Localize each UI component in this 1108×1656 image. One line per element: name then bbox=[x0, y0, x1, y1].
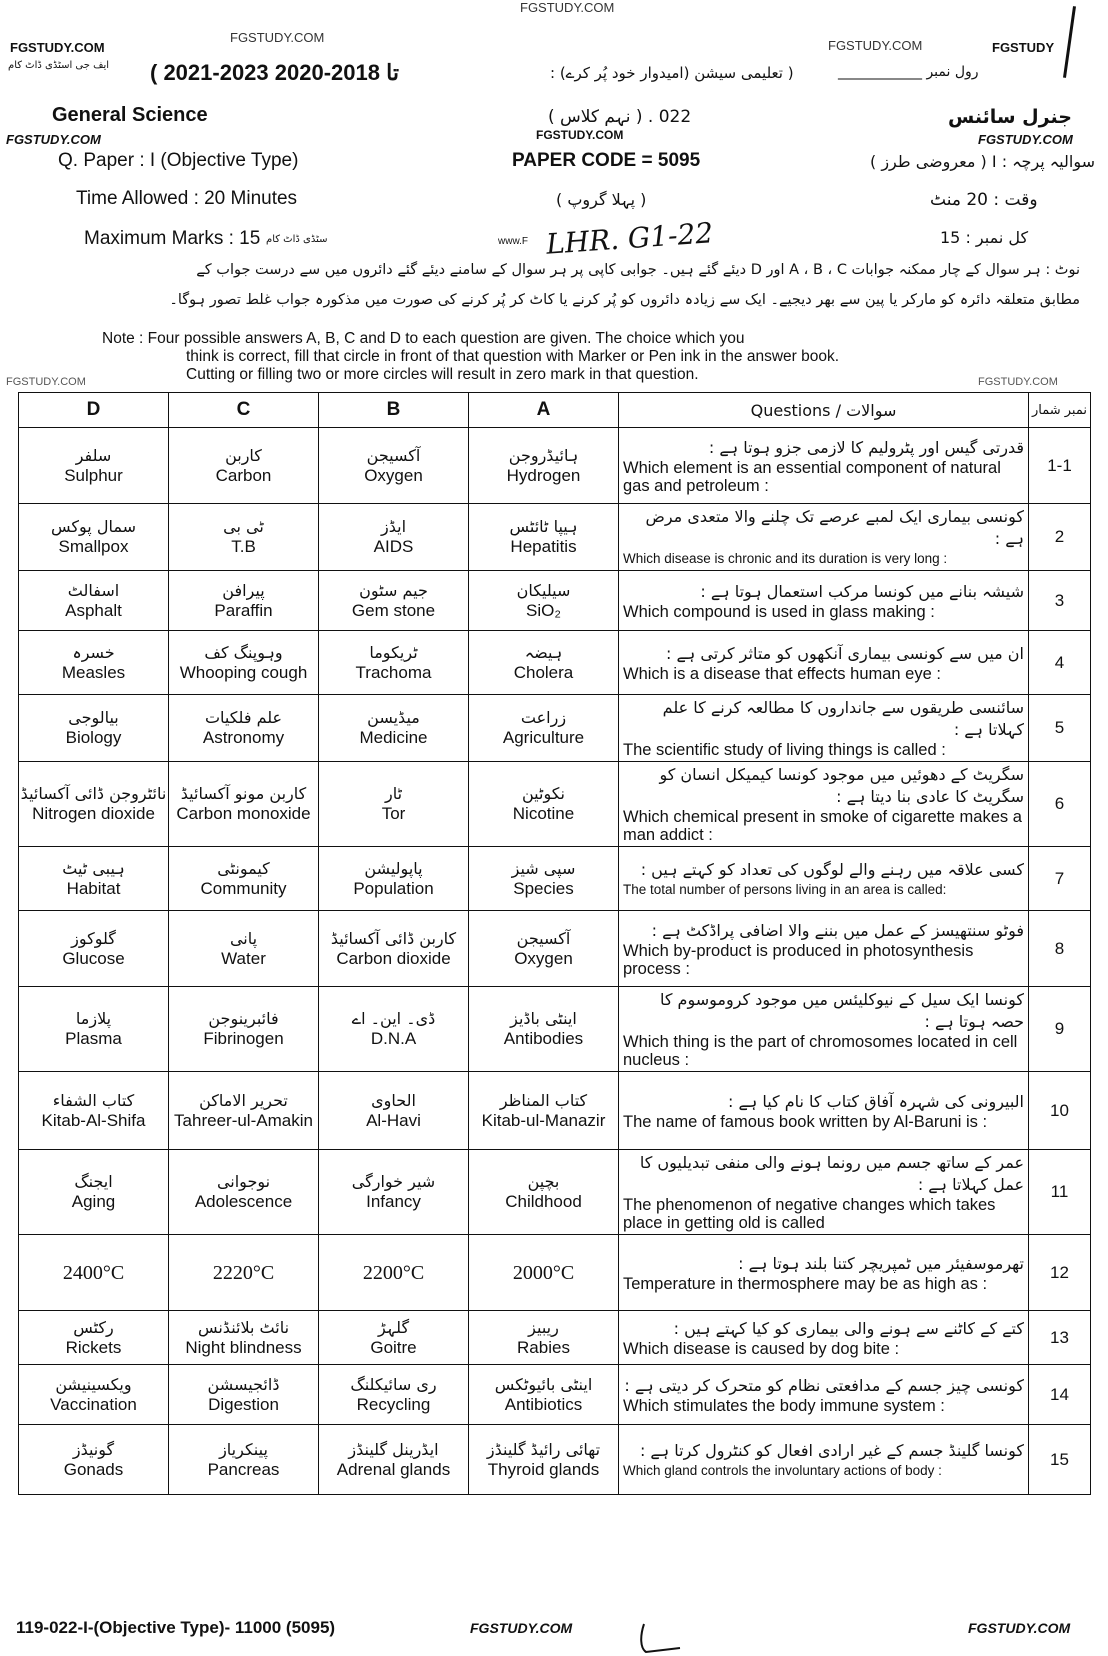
option-b-urdu: کاربن ڈائی آکسائیڈ bbox=[330, 928, 457, 948]
table-row bbox=[19, 1150, 1091, 1235]
table-row bbox=[19, 571, 1091, 631]
option-d-english: Rickets bbox=[65, 1337, 122, 1357]
option-b bbox=[319, 1235, 469, 1311]
option-d bbox=[19, 631, 169, 695]
question-english: Which stimulates the body immune system : bbox=[623, 1396, 945, 1415]
header-a: A bbox=[469, 393, 619, 428]
table-row bbox=[19, 504, 1091, 571]
option-b-english: Al-Havi bbox=[366, 1110, 421, 1130]
option-a-urdu: تھائی رائیڈ گلینڈز bbox=[486, 1439, 601, 1459]
table-row bbox=[19, 428, 1091, 504]
question-urdu: عمر کے ساتھ جسم میں رونما ہونے والی منفی تبدیلیوں کا عمل کہلاتا ہے : bbox=[639, 1153, 1024, 1194]
group: ( پہلا گروپ ) bbox=[556, 190, 647, 209]
option-a-urdu: اینٹی بائیوٹکس bbox=[494, 1374, 593, 1394]
option-a-english: Nicotine bbox=[512, 804, 575, 823]
question-cell bbox=[619, 987, 1029, 1072]
option-c bbox=[169, 1235, 319, 1311]
questions-table bbox=[18, 392, 1091, 1495]
option-c-urdu: کاربن bbox=[225, 445, 262, 465]
question-english: Which is a disease that effects human eye : bbox=[623, 664, 941, 683]
note-en-1: Note : Four possible answers A, B, C and D to each question are given. The choice which you bbox=[102, 330, 745, 347]
option-d-urdu: ایجنگ bbox=[74, 1172, 113, 1191]
table-row bbox=[19, 847, 1091, 911]
option-a-urdu: ریبیز bbox=[528, 1317, 559, 1337]
question-urdu: فوٹو سنتھیسز کے عمل میں بننے والا اضافی پراڈکٹ ہے : bbox=[651, 920, 1024, 940]
option-a-urdu: کتاب المناظر bbox=[499, 1090, 588, 1110]
header-d: D bbox=[19, 393, 169, 428]
question-urdu: شیشہ بنانے میں کونسا مرکب استعمال ہوتا ہے : bbox=[700, 581, 1024, 601]
question-english: Which thing is the part of chromosomes located in cell nucleus : bbox=[623, 1033, 1018, 1069]
option-a-urdu: ہائیڈروجن bbox=[508, 445, 579, 465]
question-number: 4 bbox=[1029, 631, 1091, 695]
table-header-row bbox=[19, 393, 1091, 428]
option-c-english: Digestion bbox=[208, 1394, 279, 1414]
question-cell bbox=[619, 1072, 1029, 1150]
question-english: The scientific study of living things is called : bbox=[623, 741, 946, 759]
question-number: 2 bbox=[1029, 504, 1091, 571]
question-cell bbox=[619, 911, 1029, 987]
option-b-english: Medicine bbox=[359, 728, 428, 747]
option-d bbox=[19, 695, 169, 762]
question-number: 8 bbox=[1029, 911, 1091, 987]
option-b-english: Trachoma bbox=[355, 662, 432, 682]
time-allowed: Time Allowed : 20 Minutes bbox=[76, 188, 298, 209]
question-english: Which element is an essential component of natural gas and petroleum : bbox=[623, 458, 1001, 495]
option-c bbox=[169, 504, 319, 571]
option-c-english: Astronomy bbox=[202, 728, 285, 747]
question-number: 1-1 bbox=[1029, 428, 1091, 504]
table-row bbox=[19, 987, 1091, 1072]
table-row bbox=[19, 762, 1091, 847]
paper-type-urdu: سوالیہ پرچہ : I ( معروضی طرز ) bbox=[870, 152, 1095, 171]
option-b-english: Recycling bbox=[356, 1394, 431, 1414]
watermark: www.F bbox=[498, 236, 528, 247]
header-questions: Questions / سوالات bbox=[619, 393, 1029, 428]
option-a bbox=[469, 1150, 619, 1235]
question-urdu: تھرموسفیئر میں ٹمپریچر کتنا بلند ہوتا ہے : bbox=[738, 1253, 1024, 1273]
option-c bbox=[169, 695, 319, 762]
option-d-english: Kitab-Al-Shifa bbox=[41, 1110, 146, 1130]
watermark: FGSTUDY.COM bbox=[978, 132, 1073, 147]
option-d bbox=[19, 1072, 169, 1150]
option-c bbox=[169, 631, 319, 695]
option-a-urdu: زراعت bbox=[520, 708, 567, 727]
option-a bbox=[469, 504, 619, 571]
option-d bbox=[19, 1150, 169, 1235]
watermark: FGSTUDY.COM bbox=[6, 376, 86, 388]
option-d-english: Sulphur bbox=[64, 465, 123, 485]
table-row bbox=[19, 1425, 1091, 1495]
option-d bbox=[19, 571, 169, 631]
question-urdu: کونسا گلینڈ جسم کے غیر ارادی افعال کو کنٹرول کرتا ہے : bbox=[639, 1440, 1024, 1460]
option-b-english: 2200°C bbox=[362, 1261, 425, 1284]
option-b bbox=[319, 695, 469, 762]
question-english: Which compound is used in glass making : bbox=[623, 602, 935, 621]
question-urdu: البیرونی کی شہرہ آفاق کتاب کا نام کیا ہے : bbox=[728, 1091, 1024, 1111]
table-row bbox=[19, 631, 1091, 695]
question-cell bbox=[619, 762, 1029, 847]
option-b bbox=[319, 1311, 469, 1365]
option-a bbox=[469, 428, 619, 504]
option-b-urdu: ڈی۔ این۔ اے bbox=[351, 1009, 436, 1028]
note-en-3: Cutting or filling two or more circles will result in zero mark in that question. bbox=[186, 366, 699, 383]
question-cell bbox=[619, 571, 1029, 631]
watermark-urdu: سٹڈی ڈاٹ کام bbox=[266, 234, 328, 245]
option-a-english: Hydrogen bbox=[506, 465, 581, 485]
option-c-urdu: فائبرینوجن bbox=[208, 1009, 279, 1028]
option-a bbox=[469, 1072, 619, 1150]
option-b-urdu: شیر خوارگی bbox=[351, 1172, 436, 1191]
option-a bbox=[469, 1425, 619, 1495]
option-a-urdu: ہیپا ٹائٹس bbox=[509, 517, 578, 536]
option-a bbox=[469, 571, 619, 631]
title-urdu: جنرل سائنس bbox=[948, 106, 1072, 128]
option-b bbox=[319, 987, 469, 1072]
question-cell bbox=[619, 847, 1029, 911]
option-c bbox=[169, 1311, 319, 1365]
option-a-english: Cholera bbox=[513, 662, 574, 682]
question-number: 6 bbox=[1029, 762, 1091, 847]
option-c bbox=[169, 911, 319, 987]
question-english: Which disease is caused by dog bite : bbox=[623, 1339, 900, 1358]
option-b-urdu: پاپولیشن bbox=[364, 858, 423, 878]
table-row bbox=[19, 1072, 1091, 1150]
question-urdu: سائنسی طریقوں سے جانداروں کا مطالعہ کرنے کا علم کہلاتا ہے : bbox=[662, 698, 1024, 739]
option-b-english: Gem stone bbox=[351, 600, 436, 620]
option-d bbox=[19, 504, 169, 571]
option-b-english: Goitre bbox=[370, 1337, 417, 1357]
option-c-urdu: پیرافن bbox=[222, 580, 265, 600]
option-d-urdu: ویکسینیشن bbox=[55, 1374, 132, 1394]
table-row bbox=[19, 1235, 1091, 1311]
note-urdu-2: مطابق متعلقہ دائرہ کو مارکر یا پین سے بھر دیجیے۔ ایک سے زیادہ دائروں کو پُر کرنے یا کاٹ کر پُر کرنے کی صورت میں مذکورہ جواب غلط تصور ہوگا۔ bbox=[169, 292, 1080, 308]
option-b-urdu: گلہڑ bbox=[377, 1317, 410, 1337]
option-d-urdu: پلازما bbox=[75, 1009, 112, 1028]
option-a-english: Kitab-ul-Manazir bbox=[481, 1110, 606, 1130]
option-d-urdu: بیالوجی bbox=[68, 708, 119, 727]
option-b bbox=[319, 847, 469, 911]
option-b bbox=[319, 762, 469, 847]
title-en: General Science bbox=[52, 104, 208, 126]
option-b-english: Carbon dioxide bbox=[336, 948, 451, 968]
roll-number: رول نمبر ____________ bbox=[838, 64, 979, 80]
option-a bbox=[469, 695, 619, 762]
header-c: C bbox=[169, 393, 319, 428]
option-b bbox=[319, 1150, 469, 1235]
option-d-english: Glucose bbox=[62, 948, 125, 968]
option-c bbox=[169, 1365, 319, 1425]
question-number: 15 bbox=[1029, 1425, 1091, 1495]
option-a-english: Oxygen bbox=[514, 948, 573, 968]
option-b bbox=[319, 631, 469, 695]
option-c-english: Water bbox=[221, 948, 266, 968]
footer-site-left: FGSTUDY.COM bbox=[470, 1620, 573, 1636]
option-c-urdu: کاربن مونو آکسائیڈ bbox=[180, 784, 307, 803]
option-c bbox=[169, 1425, 319, 1495]
question-cell bbox=[619, 695, 1029, 762]
option-c-urdu: نائٹ بلائنڈنس bbox=[197, 1317, 290, 1337]
option-a-english: Agriculture bbox=[502, 728, 585, 747]
option-b-urdu: آکسیجن bbox=[366, 445, 421, 465]
option-c-english: Carbon bbox=[215, 465, 272, 485]
option-c bbox=[169, 1072, 319, 1150]
option-d-english: Biology bbox=[65, 728, 122, 747]
option-d-english: 2400°C bbox=[62, 1261, 125, 1284]
option-c-english: T.B bbox=[231, 537, 256, 556]
pen-mark bbox=[636, 1622, 686, 1656]
question-english: Which gland controls the involuntary actions of body : bbox=[623, 1462, 942, 1478]
option-b-english: Population bbox=[353, 878, 434, 898]
option-b-english: AIDS bbox=[373, 537, 414, 556]
option-b bbox=[319, 1425, 469, 1495]
option-a-english: Antibodies bbox=[503, 1029, 584, 1048]
option-a bbox=[469, 631, 619, 695]
option-c-urdu: ڈائجیسشن bbox=[207, 1374, 280, 1394]
option-d bbox=[19, 762, 169, 847]
handwritten-code: LHR. G1-22 bbox=[545, 216, 715, 261]
time-urdu: وقت : 20 منٹ bbox=[930, 190, 1038, 210]
option-b-urdu: ٹار bbox=[384, 784, 403, 803]
watermark: FGSTUDY bbox=[992, 40, 1055, 55]
option-d-urdu: کتاب الشفاء bbox=[52, 1090, 135, 1110]
option-d bbox=[19, 428, 169, 504]
option-a-urdu: سپی شیز bbox=[511, 858, 576, 878]
option-b-urdu: میڈیسن bbox=[367, 708, 420, 727]
option-d bbox=[19, 1235, 169, 1311]
option-d bbox=[19, 1311, 169, 1365]
option-c bbox=[169, 987, 319, 1072]
option-d-english: Smallpox bbox=[58, 537, 129, 556]
note-en-2: think is correct, fill that circle in front of that question with Marker or Pen ink in the answer book. bbox=[186, 348, 840, 365]
footer-site-right: FGSTUDY.COM bbox=[968, 1620, 1071, 1636]
question-urdu: ان میں سے کونسی بیماری آنکھوں کو متاثر کرتی ہے : bbox=[666, 643, 1024, 663]
option-d-english: Gonads bbox=[63, 1459, 124, 1479]
option-a bbox=[469, 987, 619, 1072]
option-b-english: D.N.A bbox=[370, 1029, 417, 1048]
option-b bbox=[319, 1072, 469, 1150]
question-cell bbox=[619, 631, 1029, 695]
note-urdu-1: نوٹ : ہر سوال کے چار ممکنہ جوابات A ، B ، C اور D دیئے گئے ہیں۔ جوابی کاپی پر ہر سوال کے سامنے دیئے گئے دائروں میں سے درست جواب کے bbox=[196, 262, 1080, 278]
watermark: FGSTUDY.COM bbox=[828, 38, 923, 53]
option-c-urdu: نوجوانی bbox=[216, 1172, 271, 1191]
option-a-english: 2000°C bbox=[512, 1261, 575, 1284]
option-b bbox=[319, 1365, 469, 1425]
question-number: 5 bbox=[1029, 695, 1091, 762]
option-c-urdu: ٹی بی bbox=[223, 517, 264, 536]
question-english: Temperature in thermosphere may be as high as : bbox=[623, 1274, 988, 1293]
option-c-urdu: علم فلکیات bbox=[204, 708, 283, 727]
question-urdu: کسی علاقہ میں رہنے والے لوگوں کی تعداد کو کہتے ہیں : bbox=[640, 859, 1024, 879]
option-a bbox=[469, 911, 619, 987]
watermark: FGSTUDY.COM bbox=[978, 376, 1058, 388]
watermark-top: FGSTUDY.COM bbox=[520, 0, 615, 15]
option-c-english: Carbon monoxide bbox=[176, 804, 311, 823]
option-c-english: Night blindness bbox=[185, 1337, 302, 1357]
option-d-english: Habitat bbox=[66, 878, 121, 898]
option-c-english: Fibrinogen bbox=[203, 1029, 284, 1048]
question-english: The phenomenon of negative changes which takes place in getting old is called bbox=[623, 1196, 996, 1232]
paper-type: Q. Paper : I (Objective Type) bbox=[58, 150, 299, 171]
option-b-english: Adrenal glands bbox=[336, 1459, 451, 1479]
option-b bbox=[319, 911, 469, 987]
option-b-english: Infancy bbox=[366, 1192, 421, 1211]
watermark: FGSTUDY.COM bbox=[6, 132, 101, 147]
option-d-urdu: نائٹروجن ڈائی آکسائیڈ bbox=[20, 784, 167, 803]
option-a bbox=[469, 847, 619, 911]
option-d bbox=[19, 1365, 169, 1425]
option-b-urdu: جیم سٹون bbox=[359, 580, 428, 600]
option-a-english: Antibiotics bbox=[504, 1394, 583, 1414]
option-a-urdu: بچپن bbox=[527, 1172, 560, 1191]
option-a-english: Rabies bbox=[517, 1337, 570, 1357]
question-cell bbox=[619, 1311, 1029, 1365]
option-d-english: Measles bbox=[61, 662, 126, 682]
option-c-urdu: کیمونٹی bbox=[217, 858, 270, 878]
option-c-english: Pancreas bbox=[207, 1459, 280, 1479]
session-urdu: ( تعلیمی سیشن (امیدوار خود پُر کرے) : bbox=[550, 64, 794, 82]
option-b bbox=[319, 428, 469, 504]
question-number: 7 bbox=[1029, 847, 1091, 911]
option-b bbox=[319, 504, 469, 571]
option-a-english: Thyroid glands bbox=[487, 1459, 600, 1479]
option-c-english: Tahreer-ul-Amakin bbox=[174, 1110, 313, 1130]
question-urdu: کونسی چیز جسم کے مدافعتی نظام کو متحرک کر دیتی ہے : bbox=[624, 1375, 1024, 1395]
option-d-urdu: سلفر bbox=[75, 445, 112, 465]
corner-mark bbox=[1063, 6, 1076, 78]
question-cell bbox=[619, 1235, 1029, 1311]
question-number: 3 bbox=[1029, 571, 1091, 631]
question-cell bbox=[619, 1365, 1029, 1425]
option-b-urdu: ایڈز bbox=[380, 517, 407, 536]
question-number: 9 bbox=[1029, 987, 1091, 1072]
question-number: 11 bbox=[1029, 1150, 1091, 1235]
header-b: B bbox=[319, 393, 469, 428]
option-d-english: Asphalt bbox=[65, 600, 122, 620]
option-a-urdu: آکسیجن bbox=[516, 928, 571, 948]
option-c-urdu: وہوپنگ کف bbox=[204, 642, 283, 662]
watermark: FGSTUDY.COM bbox=[10, 40, 105, 55]
question-number: 10 bbox=[1029, 1072, 1091, 1150]
header-number: نمبر شمار bbox=[1029, 393, 1091, 428]
option-b bbox=[319, 571, 469, 631]
option-a bbox=[469, 762, 619, 847]
class-code: 022 . ( نہم کلاس ) bbox=[548, 107, 692, 127]
question-urdu: کونسی بیماری ایک لمبے عرصے تک چلنے والا متعدی مرض ہے : bbox=[645, 507, 1024, 548]
question-cell bbox=[619, 1150, 1029, 1235]
option-c-english: Whooping cough bbox=[179, 662, 308, 682]
option-a-urdu: اینٹی باڈیز bbox=[510, 1009, 577, 1028]
option-d-urdu: خسرہ bbox=[72, 642, 115, 662]
session-years: ( 2021-2023 تا 2018-2020 bbox=[150, 60, 399, 85]
table-row bbox=[19, 911, 1091, 987]
question-cell bbox=[619, 504, 1029, 571]
watermark: FGSTUDY.COM bbox=[536, 128, 624, 142]
table-row bbox=[19, 695, 1091, 762]
option-a-urdu: نکوٹین bbox=[521, 784, 565, 803]
option-d-urdu: گونیڈز bbox=[72, 1439, 115, 1459]
question-english: Which by-product is produced in photosynthesis process : bbox=[623, 941, 974, 978]
option-a-english: SiO₂ bbox=[526, 600, 561, 620]
option-c-english: Community bbox=[200, 878, 287, 898]
question-english: The total number of persons living in an area is called: bbox=[623, 881, 947, 897]
option-d-urdu: اسفالٹ bbox=[67, 580, 120, 600]
option-b-urdu: الحاوی bbox=[371, 1090, 416, 1110]
option-d-english: Nitrogen dioxide bbox=[32, 804, 155, 823]
option-a-urdu: سیلیکان bbox=[516, 580, 571, 600]
question-cell bbox=[619, 428, 1029, 504]
option-d-urdu: گلوکوز bbox=[71, 928, 116, 948]
option-c-english: 2220°C bbox=[212, 1261, 275, 1284]
maximum-marks: Maximum Marks : 15 bbox=[84, 228, 261, 249]
footer-code: 119-022-I-(Objective Type)- 11000 (5095) bbox=[16, 1618, 336, 1637]
option-d-urdu: سمال پوکس bbox=[51, 517, 136, 536]
option-a-english: Species bbox=[513, 878, 574, 898]
option-c bbox=[169, 428, 319, 504]
option-c bbox=[169, 762, 319, 847]
question-number: 12 bbox=[1029, 1235, 1091, 1311]
table-row bbox=[19, 1365, 1091, 1425]
option-d bbox=[19, 911, 169, 987]
watermark-urdu: ایف جی اسٹڈی ڈاٹ کام bbox=[8, 60, 110, 71]
option-d-english: Vaccination bbox=[50, 1394, 137, 1414]
option-d bbox=[19, 847, 169, 911]
option-c bbox=[169, 847, 319, 911]
question-number: 14 bbox=[1029, 1365, 1091, 1425]
question-urdu: قدرتی گیس اور پٹرولیم کا لازمی جزو ہوتا ہے : bbox=[708, 437, 1024, 457]
option-a-english: Hepatitis bbox=[510, 537, 577, 556]
option-b-urdu: ری سائیکلنگ bbox=[350, 1374, 437, 1394]
question-urdu: کونسا ایک سیل کے نیوکلیئس میں موجود کروموسوم کا حصہ ہوتا ہے : bbox=[659, 990, 1024, 1031]
option-d-english: Plasma bbox=[65, 1029, 122, 1048]
watermark: FGSTUDY.COM bbox=[230, 30, 325, 45]
question-urdu: کتے کے کاٹنے سے ہونے والی بیماری کو کیا کہتے ہیں : bbox=[673, 1318, 1024, 1338]
option-d-urdu: رکٹس bbox=[73, 1317, 114, 1337]
option-c bbox=[169, 571, 319, 631]
option-a-urdu: ہیضہ bbox=[524, 642, 563, 662]
option-a bbox=[469, 1365, 619, 1425]
option-c-english: Paraffin bbox=[214, 600, 273, 620]
option-c-urdu: پینکریاز bbox=[219, 1439, 268, 1459]
option-a bbox=[469, 1311, 619, 1365]
option-b-urdu: ٹریکوما bbox=[369, 642, 418, 662]
question-number: 13 bbox=[1029, 1311, 1091, 1365]
option-c-urdu: پانی bbox=[229, 928, 258, 948]
option-c-urdu: تحریر الاماکن bbox=[199, 1090, 288, 1110]
option-b-english: Tor bbox=[381, 804, 406, 823]
table-row bbox=[19, 1311, 1091, 1365]
option-c-english: Adolescence bbox=[194, 1192, 293, 1211]
question-english: Which chemical present in smoke of cigarette makes a man addict : bbox=[623, 808, 1022, 844]
option-d-urdu: ہیبی ٹیٹ bbox=[62, 858, 125, 878]
paper-code: PAPER CODE = 5095 bbox=[512, 150, 701, 171]
question-urdu: سگریٹ کے دھوئیں میں موجود کونسا کیمیکل انسان کو سگریٹ کا عادی بنا دیتا ہے : bbox=[659, 765, 1024, 806]
question-english: Which disease is chronic and its duration is very long : bbox=[623, 551, 948, 566]
option-d-english: Aging bbox=[71, 1192, 116, 1211]
question-english: The name of famous book written by Al-Baruni is : bbox=[623, 1112, 988, 1131]
option-a-english: Childhood bbox=[505, 1192, 582, 1211]
marks-urdu: کل نمبر : 15 bbox=[940, 228, 1029, 247]
option-a bbox=[469, 1235, 619, 1311]
option-b-english: Oxygen bbox=[364, 465, 423, 485]
question-cell bbox=[619, 1425, 1029, 1495]
option-d bbox=[19, 1425, 169, 1495]
option-b-urdu: ایڈرینل گلینڈز bbox=[348, 1439, 439, 1459]
option-c bbox=[169, 1150, 319, 1235]
option-d bbox=[19, 987, 169, 1072]
